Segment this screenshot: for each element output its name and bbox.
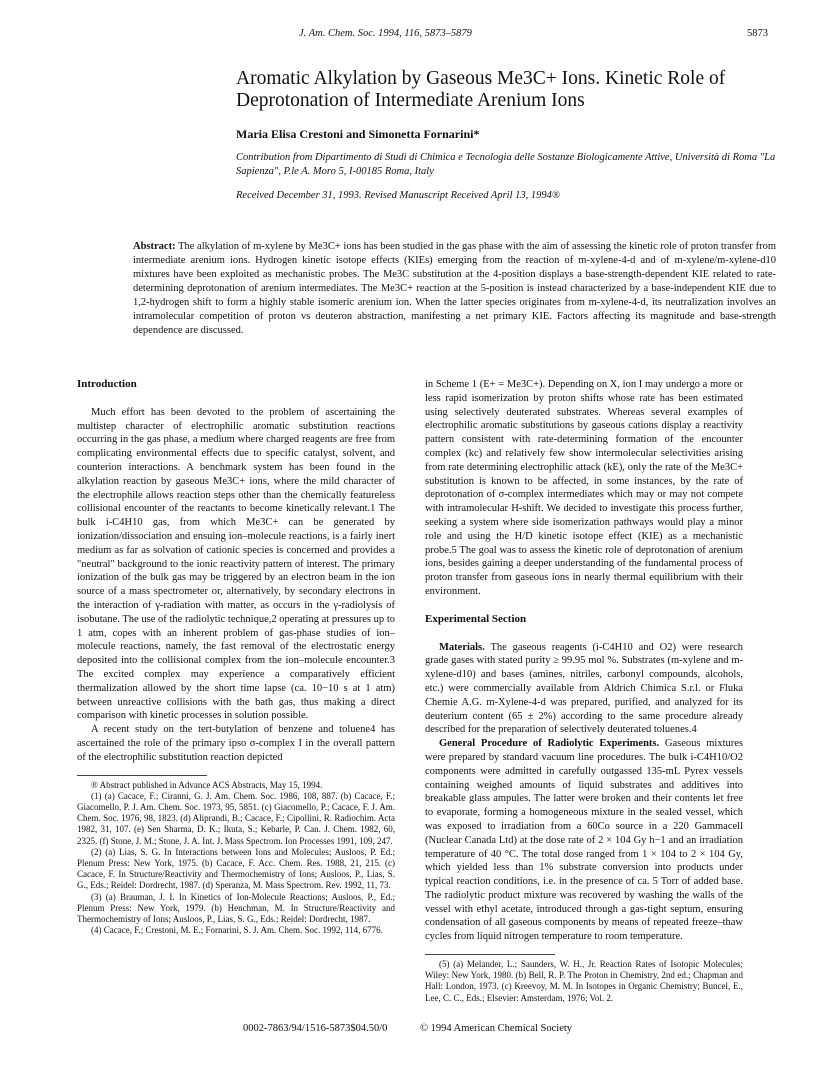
author-list: Maria Elisa Crestoni and Simonetta Fornarini*	[236, 127, 480, 141]
footnote: (4) Cacace, F.; Crestoni, M. E.; Fornarini, S. J. Am. Chem. Soc. 1992, 114, 6776.	[91, 925, 383, 936]
footnote-divider	[77, 775, 207, 776]
journal-citation: J. Am. Chem. Soc. 1994, 116, 5873–5879	[299, 28, 472, 39]
abstract-text: The alkylation of m-xylene by Me3C+ ions has been studied in the gas phase with the aim of assessing the kinetic role of proton transfer from intermediate arenium ions. Hydrogen kinetic isotope effects (KIEs) emerging from the reaction of m-xylene-4-d and of m-xylene/m-xylene-d10 mixtures have been exploited as mechanistic probes. The Me3C substitution at the 4-position displays a base-strength-dependent KIE related to rate-determining deprotonation of arenium intermediates. The Me3C+ reaction at the 5-position is instead characterized by a base-independent KIE due to 1,2-hydrogen shift to form a highly stable isomeric arenium ion. When the latter species originates from m-xylene-4-d, its neutralization involves an intramolecular competition of proton vs deuteron abstraction, manifesting a net primary KIE. Factors affecting its magnitude and base-strength dependence are discussed.	[133, 241, 776, 336]
article-title: Aromatic Alkylation by Gaseous Me3C+ Ions. Kinetic Role of Deprotonation of Intermediate Arenium Ions	[236, 68, 726, 111]
general-procedure-label: General Procedure of Radiolytic Experiments.	[439, 738, 660, 750]
materials-text: The gaseous reagents (i-C4H10 and O2) were research grade gases with stated purity ≥ 99.95 mol %. Substrates (m-xylene and m-xylene-d10) and bases (amines, nitriles, carbonyl compounds, alcohols, etc.) were commercially available from Aldrich Chimica S.r.l. or Fluka Chemie A.G. m-Xylene-4-d was prepared, purified, and analyzed for its deuterium content (65 ± 2%) according to the same procedure already described for the preparation of selectively deuterated toluenes.4	[425, 641, 743, 736]
footnote: ® Abstract published in Advance ACS Abstracts, May 15, 1994.	[91, 779, 323, 790]
page-number: 5873	[747, 28, 768, 39]
footnote-divider	[425, 954, 555, 955]
running-header	[0, 28, 820, 44]
introduction-heading: Introduction	[77, 378, 137, 390]
left-column	[77, 378, 395, 936]
footnote: (2) (a) Lias, S. G. In Interactions between Ions and Molecules; Ausloos, P. Ed.; Plenum Press: New York, 1975. (b) Cacace, F. Acc. Chem. Res. 1988, 21, 215. (c) Cacace, F. In Structure/Reactivity and Thermochemistry of Ions; Ausloos, P., Lias, S. G., Eds.; Reidel: Dordrecht, 1987. (d) Speranza, M. Mass Spectrom. Rev. 1992, 11, 73.	[77, 846, 395, 891]
copyright: © 1994 American Chemical Society	[420, 1023, 573, 1034]
general-procedure-paragraph	[425, 737, 743, 944]
materials-label: Materials.	[439, 641, 485, 653]
affiliation: Contribution from Dipartimento di Studi di Chimica e Tecnologia delle Sostanze Biologicamente Attive, Università di Roma "La Sapienza", P.le A. Moro 5, I-00185 Roma, Italy	[236, 152, 776, 177]
abstract	[133, 240, 776, 338]
right-column	[425, 378, 743, 1004]
received-dates: Received December 31, 1993. Revised Manuscript Received April 13, 1994®	[236, 190, 560, 201]
issn-code: 0002-7863/94/1516-5873$04.50/0	[243, 1023, 388, 1034]
footnote: (1) (a) Cacace, F.; Ciranni, G. J. Am. Chem. Soc. 1986, 108, 887. (b) Cacace, F.; Giacomello, P. J. Am. Chem. Soc. 1973, 95, 5851. (c) Giacomello, P.; Cacace, F. J. Am. Chem. Soc. 1976, 98, 1823. (d) Aliprandi, B.; Cacace, F.; Cipollini, R. Radiochim. Acta 1982, 31, 107. (e) Sen Sharma, D. K.; Ikuta, S.; Kebarle, P. Can. J. Chem. 1982, 60, 2325. (f) Stone, J. M.; Stone, J. A. Int. J. Mass Spectrom. Ion Processes 1991, 109, 247.	[77, 790, 395, 846]
intro-paragraph-1: Much effort has been devoted to the problem of ascertaining the multistep character of electrophilic aromatic substitution reactions occurring in the gas phase, a medium where charged reagents are free from complicating environmental effects due to specific catalyst, solvent, and counterion interactions. A benchmark system has been found in the alkylation reaction by gaseous Me3C+ ions, where the mild character of the electrophile allows reaction steps other than the chemically featureless collisional encounter of the reactants to become kinetically relevant.1 The bulk i-C4H10 gas, from which Me3C+ can be generated by ionization/dissociation and ensuing ion–molecule reactions, is a fairly inert medium as far as solvation of cationic species is concerned and provides a "neutral" background to the ionic reactivity pattern of interest. The primary ionization of the bulk gas may be triggered by an electron beam in the ion source of a mass spectrometer or, alternatively, by secondary electrons in the interaction of γ-radiation with matter, as occurs in the γ-radiolysis of isobutane. The use of the radiolytic technique,2 operating at pressures up to 1 atm, copes with an inherent problem of gas-phase studies of ion–molecule reactions, namely, the fast removal of the electrostatic energy deposited into the collisional complex from the ion–molecule encounter.3 The excited complex may experience a comparatively efficient thermalization allowed by the short time lapse (ca. 10−10 s at 1 atm) between unreactive collisions with the bath gas, thus making a direct comparison with kinetic processes in solution possible.	[77, 406, 395, 722]
experimental-heading: Experimental Section	[425, 612, 527, 625]
abstract-label: Abstract:	[133, 241, 176, 252]
intro-paragraph-2: A recent study on the tert-butylation of benzene and toluene4 has ascertained the role of the primary ipso σ-complex I in the overall pattern of the electrophilic substitution reaction depicted	[77, 724, 395, 763]
general-procedure-text: Gaseous mixtures were prepared by standard vacuum line procedures. The bulk i-C4H10/O2 components were admitted in carefully outgassed 135-mL Pyrex vessels containing weighed amounts of liquid substrates and additives into breakable glass ampules. The latter were broken and their contents let free to evaporate, forming a homogeneous mixture in the sealed vessel, which was exposed to irradiation from a 60Co source in a 220 Gammacell (Nuclear Canada Ltd) at the dose rate of 2 × 104 Gy h−1 and an irradiation temperature of 40 °C. The total dose ranged from 1 × 104 to 2 × 104 Gy, which yielded less than 1% substrate conversion into products under typical reaction conditions, i.e. in the presence of ca. 5 Torr of added base. The radiolytic product mixture was recovered by washing the walls of the vessel with ethyl acetate, introduced through a gas-tight septum, ensuring condensation of all gaseous components by means of repeated freeze–thaw cycles from liquid nitrogen temperature to room temperature.	[425, 738, 743, 943]
footnote: (3) (a) Brauman, J. I. In Kinetics of Ion-Molecule Reactions; Ausloos, P., Ed.; Plenum Press: New York, 1979. (b) Henchman, M. In Structure/Reactivity and Thermochemistry of Ions; Ausloos, P., Lias, S. G., Eds.; Reidel: Dordrecht, 1987.	[77, 891, 395, 924]
intro-continued-paragraph: in Scheme 1 (E+ = Me3C+). Depending on X, ion I may undergo a more or less rapid isomerization by proton shifts whose rate has been estimated using selectively deuterated substrates. Whereas several examples of electrophilic aromatic substitutions by gaseous cations display a reactivity pattern consistent with rate-determining formation of the encounter complex (kc) and relatively few show intermolecular selectivities arising from rate determining electrophilic attack (kE), only the rate of the Me3C+ substitution is known to be affected, in some instances, by the rate of deprotonation of σ-complex intermediates which may or may not compete with intramolecular H-shift. We decided to investigate this process further, seeking a system where side isomerization pathways would play a minor role and using the H/D kinetic isotope effect (KIE) as a mechanistic probe.5 The goal was to assess the kinetic role of deprotonation of arenium ions, besides gaining a deeper understanding of the fundamental process of proton transfer from gaseous ions in nearly thermal equilibrium with their environment.	[425, 379, 743, 597]
footnote: (5) (a) Melander, L.; Saunders, W. H., Jr. Reaction Rates of Isotopic Molecules; Wiley: New York, 1980. (b) Bell, R. P. The Proton in Chemistry, 2nd ed.; Chapman and Hall: London, 1973. (c) Kreevoy, M. M. In Isotopes in Organic Chemistry; Buncel, E., Lee, C. C., Eds.; Elsevier: Amsterdam, 1976; Vol. 2.	[425, 959, 743, 1003]
materials-paragraph	[425, 641, 743, 738]
